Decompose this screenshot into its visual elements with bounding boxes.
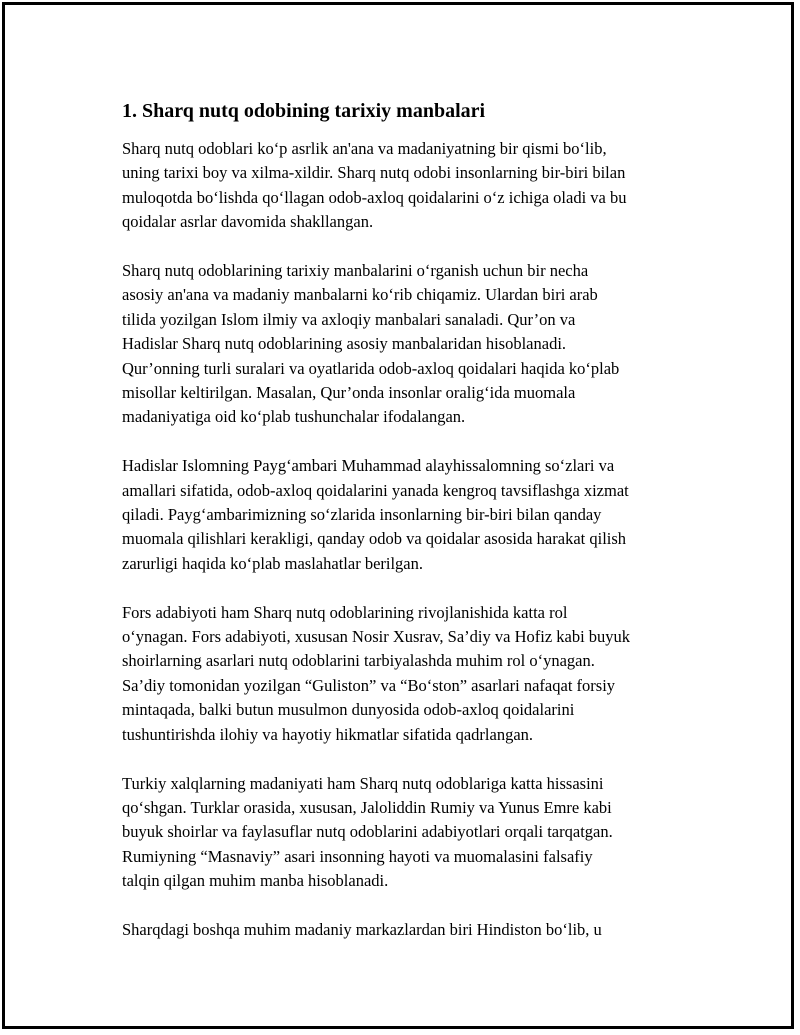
text-line: madaniyatiga oid ko‘plab tushunchalar ifodalangan. xyxy=(122,407,466,427)
text-line: muomala qilishlari kerakligi, qanday odob va qoidalar asosida harakat qilish xyxy=(122,529,627,549)
text-line: talqin qilgan muhim manba hisoblanadi. xyxy=(122,871,389,891)
text-line: o‘ynagan. Fors adabiyoti, xususan Nosir Xusrav, Sa’diy va Hofiz kabi buyuk xyxy=(122,627,631,647)
page-frame xyxy=(2,2,794,1029)
text-line: asosiy an'ana va madaniy manbalarni ko‘rib chiqamiz. Ulardan biri arab xyxy=(122,285,598,305)
paragraph-3 xyxy=(122,454,702,576)
paragraph-2 xyxy=(122,259,702,430)
text-line: zarurligi haqida ko‘plab maslahatlar berilgan. xyxy=(122,553,424,573)
text-line: Hadislar Sharq nutq odoblarining asosiy manbalaridan hisoblanadi. xyxy=(122,334,567,354)
section-heading: 1. Sharq nutq odobining tarixiy manbalari xyxy=(122,100,486,122)
text-line: qiladi. Payg‘ambarimizning so‘zlarida insonlarning bir-biri bilan qanday xyxy=(122,505,602,525)
text-line: qo‘shgan. Turklar orasida, xususan, Jaloliddin Rumiy va Yunus Emre kabi xyxy=(122,797,612,817)
text-line: Fors adabiyoti ham Sharq nutq odoblarining rivojlanishida katta rol xyxy=(122,602,568,622)
text-line: Sa’diy tomonidan yozilgan “Guliston” va “Bo‘ston” asarlari nafaqat forsiy xyxy=(122,675,616,695)
text-line: muloqotda bo‘lishda qo‘llagan odob-axloq qoidalarini o‘z ichiga oladi va bu xyxy=(122,187,627,207)
text-line: qoidalar asrlar davomida shakllangan. xyxy=(122,212,374,232)
text-line: Qur’onning turli suralari va oyatlarida odob-axloq qoidalari haqida ko‘plab xyxy=(122,358,620,378)
text-line: amallari sifatida, odob-axloq qoidalarini yanada kengroq tavsiflashga xizmat xyxy=(122,480,629,500)
text-line: Sharqdagi boshqa muhim madaniy markazlardan biri Hindiston bo‘lib, u xyxy=(122,919,602,939)
text-line: Sharq nutq odoblari ko‘p asrlik an'ana va madaniyatning bir qismi bo‘lib, xyxy=(122,139,607,158)
paragraph-4 xyxy=(122,601,702,747)
text-line: tushuntirishda ilohiy va hayotiy hikmatlar sifatida qadrlangan. xyxy=(122,724,534,744)
text-line: buyuk shoirlar va faylasuflar nutq odoblarini adabiyotlari orqali tarqatgan. xyxy=(122,822,613,842)
text-line: mintaqada, balki butun musulmon dunyosida odob-axloq qoidalarini xyxy=(122,700,575,720)
document-body xyxy=(122,97,702,967)
paragraph-1 xyxy=(122,137,702,235)
text-line: Turkiy xalqlarning madaniyati ham Sharq nutq odoblariga katta hissasini xyxy=(122,773,604,793)
paragraph-6 xyxy=(122,918,702,942)
text-line: misollar keltirilgan. Masalan, Qur’onda insonlar oralig‘ida muomala xyxy=(122,383,576,403)
text-line: shoirlarning asarlari nutq odoblarini tarbiyalashda muhim rol o‘ynagan. xyxy=(122,651,595,671)
text-line: uning tarixi boy va xilma-xildir. Sharq nutq odobi insonlarning bir-biri bilan xyxy=(122,163,626,183)
text-line: Sharq nutq odoblarining tarixiy manbalarini o‘rganish uchun bir necha xyxy=(122,261,589,281)
text-line: tilida yozilgan Islom ilmiy va axloqiy manbalari sanaladi. Qur’on va xyxy=(122,309,576,329)
text-line: Hadislar Islomning Payg‘ambari Muhammad alayhissalomning so‘zlari va xyxy=(122,456,615,476)
paragraph-5 xyxy=(122,772,702,894)
text-line: Rumiyning “Masnaviy” asari insonning hayoti va muomalasini falsafiy xyxy=(122,846,593,866)
